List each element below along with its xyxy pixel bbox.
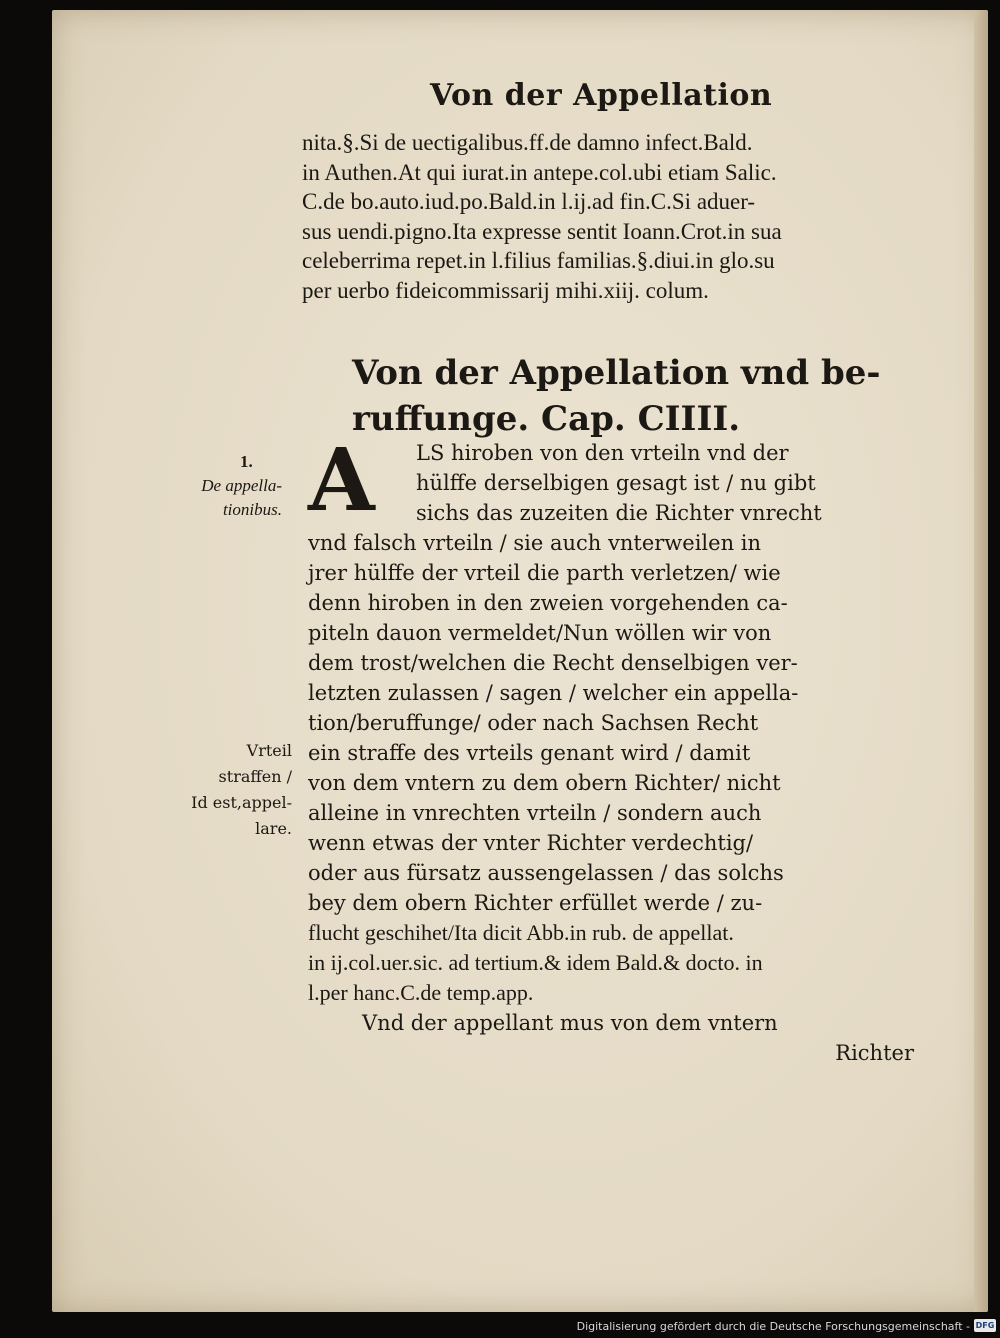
body-line: letzten zulassen / sagen / welcher ein appella- (308, 681, 799, 705)
marginal-note-line: Vrteil (246, 741, 292, 760)
latin-line: sus uendi.pigno.Ita expresse sentit Ioann.Crot.in sua (302, 218, 782, 244)
body-line: piteln dauon vermeldet/Nun wöllen wir von (308, 621, 772, 645)
chapter-title-line: Von der Appellation vnd be- (352, 353, 881, 393)
dfg-logo-icon: DFG (975, 1321, 995, 1330)
latin-line: per uerbo fideicommissarij mihi.xiij. colum. (302, 277, 709, 303)
body-line: dem trost/welchen die Recht denselbigen ver- (308, 651, 798, 675)
marginal-note-line: lare. (255, 819, 292, 838)
digitization-credit: Digitalisierung gefördert durch die Deutsche Forschungsgemeinschaft - (576, 1320, 970, 1333)
marginal-note-line: straffen / (218, 767, 292, 786)
latin-line: in Authen.At qui iurat.in antepe.col.ubi etiam Salic. (302, 159, 777, 185)
body-line: alleine in vnrechten vrteiln / sondern auch (308, 801, 762, 825)
body-line: tion/beruffunge/ oder nach Sachsen Recht (308, 711, 759, 735)
latin-passage (302, 128, 912, 306)
latin-line: nita.§.Si de uectigalibus.ff.de damno infect.Bald. (302, 130, 753, 155)
running-head: Von der Appellation (430, 78, 773, 113)
body-line: oder aus fürsatz aussengelassen / das solchs (308, 861, 784, 885)
body-line: jrer hülffe der vrteil die parth verletzen/ wie (308, 561, 781, 585)
body-line: vnd falsch vrteiln / sie auch vnterweilen in (308, 531, 762, 555)
body-line: sichs das zuzeiten die Richter vnrecht (416, 501, 822, 525)
marginal-note-line: tionibus. (222, 500, 282, 519)
body-line: Vnd der appellant mus von dem vntern (362, 1011, 778, 1035)
body-line: von dem vntern zu dem obern Richter/ nicht (308, 771, 781, 795)
catchword: Richter (835, 1041, 914, 1065)
body-line: flucht geschihet/Ita dicit Abb.in rub. de appellat. (308, 920, 734, 945)
body-line: l.per hanc.C.de temp.app. (308, 980, 534, 1005)
body-line: bey dem obern Richter erfüllet werde / zu- (308, 891, 763, 915)
marginal-note-vrteil (190, 738, 292, 842)
latin-line: C.de bo.auto.iud.po.Bald.in l.ij.ad fin.C.Si aduer- (302, 189, 756, 215)
latin-line: celeberrima repet.in l.filius familias.§.diui.in glo.su (302, 248, 775, 274)
chapter-title-line: ruffunge. Cap. CIIII. (352, 399, 741, 439)
marginal-note-line: Id est,appel- (191, 793, 292, 812)
body-line: wenn etwas der vnter Richter verdechtig/ (308, 831, 754, 855)
body-line: LS hiroben von den vrteiln vnd der (416, 441, 789, 465)
drop-cap-initial: A (308, 430, 375, 531)
marginal-note-number: 1. (240, 452, 253, 471)
page-edge (974, 10, 988, 1312)
chapter-body (308, 430, 918, 1068)
body-line: ein straffe des vrteils genant wird / damit (308, 741, 751, 765)
chapter-title (352, 350, 922, 442)
marginal-note-line: De appella- (201, 476, 282, 495)
body-line: hülffe derselbigen gesagt ist / nu gibt (416, 471, 816, 495)
body-line: denn hiroben in den zweien vorgehenden ca- (308, 591, 788, 615)
body-line: in ij.col.uer.sic. ad tertium.& idem Bald.& docto. in (308, 950, 763, 975)
marginal-note-appellation (170, 450, 282, 522)
